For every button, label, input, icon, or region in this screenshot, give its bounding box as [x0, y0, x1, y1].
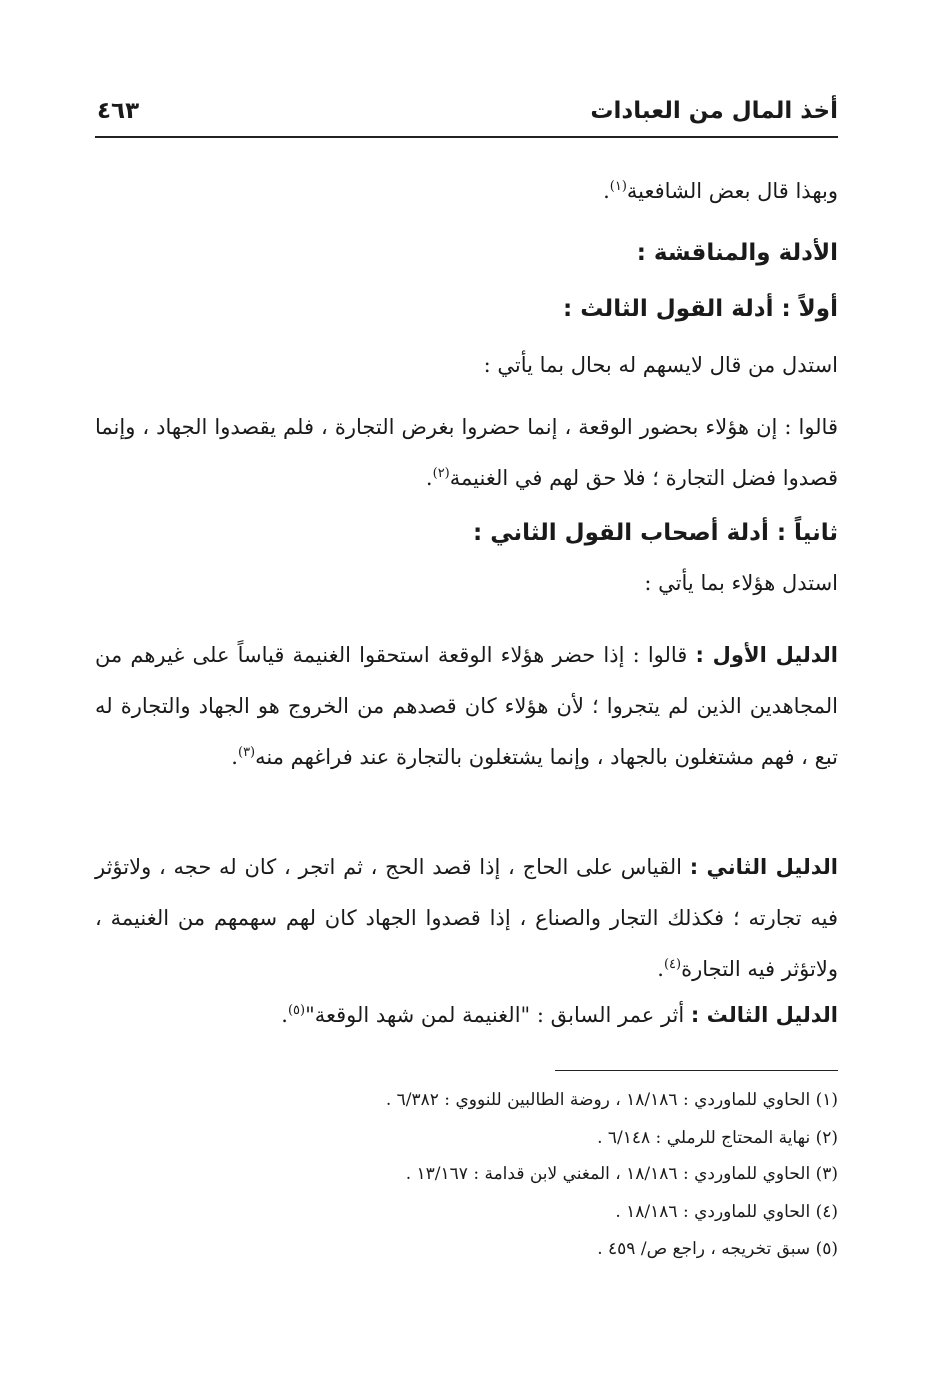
paragraph-7 — [95, 1002, 838, 1029]
paragraph-6-end: . — [657, 957, 664, 981]
page-number: ٤٦٣ — [97, 98, 140, 124]
footnote-ref-5: (٥) — [287, 1003, 306, 1018]
paragraph-5 — [95, 630, 838, 783]
footnote-1: (١) الحاوي للماوردي : ١٨/١٨٦ ، روضة الطالبين للنووي : ٦/٣٨٢ . — [385, 1090, 838, 1110]
header-rule — [95, 136, 838, 138]
footnote-ref-3: (٣) — [237, 745, 256, 760]
paragraph-1-text: وبهذا قال بعض الشافعية — [626, 179, 838, 203]
footnote-2: (٢) نهاية المحتاج للرملي : ٦/١٤٨ . — [597, 1128, 838, 1148]
paragraph-6 — [95, 842, 838, 995]
footnote-5: (٥) سبق تخريجه ، راجع ص/ ٤٥٩ . — [597, 1239, 838, 1259]
paragraph-7-end: . — [281, 1003, 288, 1027]
footnote-ref-4: (٤) — [663, 957, 682, 972]
footnote-rule — [555, 1070, 838, 1071]
paragraph-7-text: أثر عمر السابق : "الغنيمة لمن شهد الوقعة" — [305, 1003, 691, 1027]
running-title: أخذ المال من العبادات — [590, 98, 838, 124]
heading-first-evidence: أولاً : أدلة القول الثالث : — [563, 296, 838, 322]
paragraph-3-text: قالوا : إن هؤلاء بحضور الوقعة ، إنما حضروا بغرض التجارة ، فلم يقصدوا الجهاد ، وإنما قصدوا فضل التجارة ؛ فلا حق لهم في الغنيمة — [95, 415, 838, 490]
heading-evidence: الأدلة والمناقشة : — [636, 240, 838, 266]
paragraph-2: استدل من قال لايسهم له بحال بما يأتي : — [483, 353, 838, 377]
paragraph-5-end: . — [231, 745, 238, 769]
paragraph-4: استدل هؤلاء بما يأتي : — [644, 571, 838, 595]
paragraph-5-text: قالوا : إذا حضر هؤلاء الوقعة استحقوا الغنيمة قياساً على غيرهم من المجاهدين الذين لم يتجروا ؛ لأن هؤلاء كان قصدهم من الخروج هو الجهاد والتجارة له تبع ، فهم مشتغلون بالجهاد ، وإنما يشتغلون بالتجارة عند فراغهم منه — [95, 643, 838, 769]
paragraph-3-end: . — [425, 466, 433, 490]
footnote-ref-1: (١) — [609, 179, 627, 194]
page-header — [95, 92, 838, 136]
paragraph-3 — [95, 402, 838, 504]
heading-second-evidence: ثانياً : أدلة أصحاب القول الثاني : — [473, 520, 838, 546]
paragraph-1-end: . — [603, 179, 610, 203]
paragraph-1 — [95, 178, 838, 205]
paragraph-6-text: القياس على الحاج ، إذا قصد الحج ، ثم اتجر ، كان له حجه ، ولاتؤثر فيه تجارته ؛ فكذلك التجار والصناع ، إذا قصدوا الجهاد كان لهم سهمهم من الغنيمة ، ولاتؤثر فيه التجارة — [95, 855, 838, 981]
evidence-label-3: الدليل الثالث : — [690, 1003, 838, 1027]
evidence-label-2: الدليل الثاني : — [689, 855, 838, 879]
evidence-label-1: الدليل الأول : — [695, 643, 838, 667]
footnote-4: (٤) الحاوي للماوردي : ١٨/١٨٦ . — [615, 1202, 838, 1222]
footnote-3: (٣) الحاوي للماوردي : ١٨/١٨٦ ، المغني لابن قدامة : ١٣/١٦٧ . — [405, 1164, 838, 1184]
footnote-ref-2: (٢) — [432, 466, 450, 481]
